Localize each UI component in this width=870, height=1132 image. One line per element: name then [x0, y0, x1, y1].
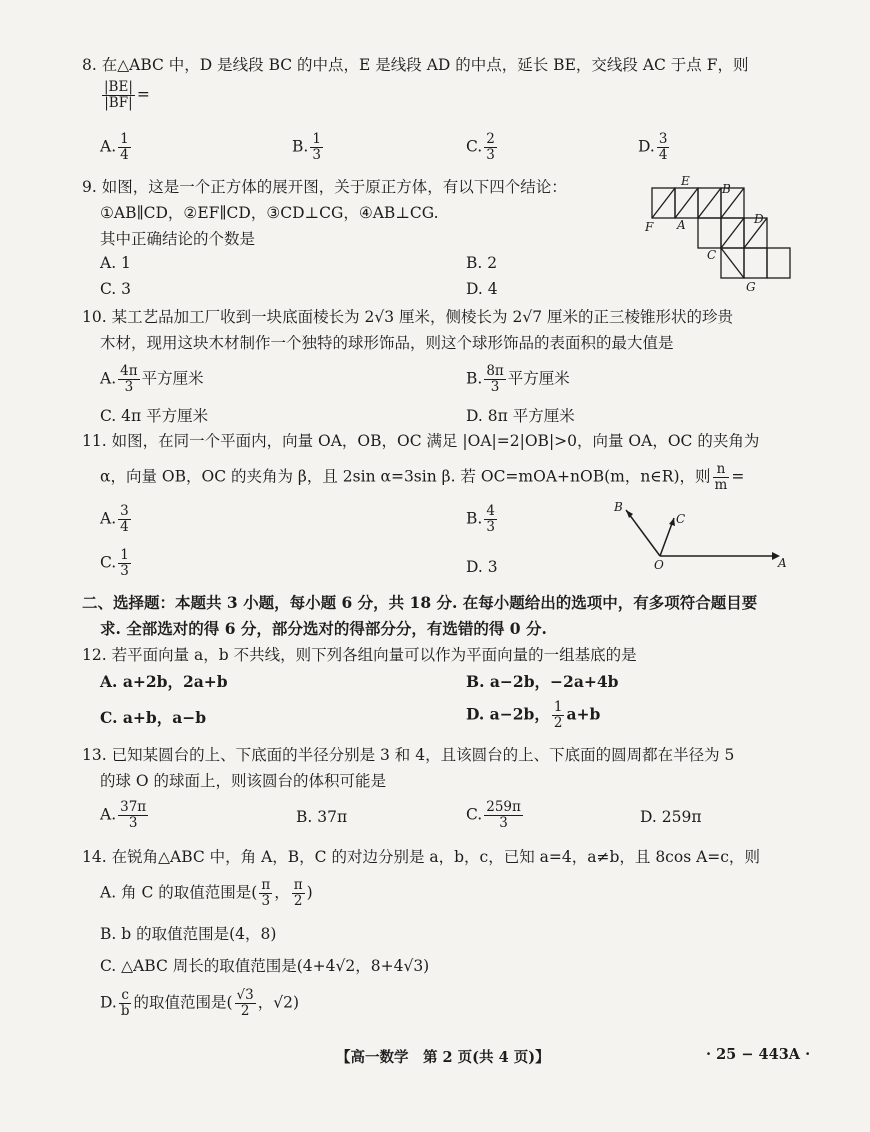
q11-option-a-label: A. [100, 509, 117, 528]
q13-option-a [100, 800, 150, 831]
q14-option-d-den1: 2 [240, 1003, 250, 1019]
q8-option-c-label: C. [466, 137, 483, 156]
q14-option-a: A. 角 C 的取值范围是( $\frac{\pi}{3}$ ， $\frac{\pi}{2}$ ) [100, 877, 313, 909]
q11-option-c-num: 1 [120, 547, 129, 563]
q14-option-a-den1: 3 [261, 893, 271, 909]
q11-option-b-num: 4 [486, 503, 495, 519]
vector-label-c: C [676, 512, 686, 526]
q13-option-d [640, 808, 702, 826]
cube-label-d: D [754, 212, 764, 226]
cube-label-e: E [681, 174, 690, 188]
q8-ratio-denominator: |BF| [104, 95, 133, 111]
q14-option-d-mid: 的取值范围是( [133, 993, 233, 1012]
q11-option-c-label: C. [100, 553, 117, 572]
q11-option-b-den: 3 [486, 519, 495, 535]
cube-label-b: B [722, 182, 731, 196]
q14-option-a-num2: π [293, 877, 303, 893]
q8-option-a-label: A. [100, 137, 117, 156]
q10-stem-line1: 10. 某工艺品加工厂收到一块底面棱长为 2√3 厘米，侧棱长为 2√7 厘米的正三棱锥形状的珍贵 [82, 308, 733, 326]
q8-option-d-den: 4 [658, 147, 668, 163]
q8-option-b-label: B. [292, 137, 309, 156]
q10-option-d [466, 404, 575, 426]
q14-option-a-prefix: A. 角 C 的取值范围是( [100, 883, 258, 902]
q13-option-b-label: B. [296, 808, 313, 826]
q10-option-c-text: 4π 平方厘米 [121, 407, 209, 425]
q11-option-b-label: B. [466, 509, 483, 528]
footer-exam-code: · 25 − 443A · [706, 1046, 811, 1063]
q8-ratio-numerator: |BE| [104, 79, 133, 95]
q8-option-c-num: 2 [486, 131, 495, 147]
q13-option-c-num: 259π [486, 799, 521, 815]
q14-option-d [100, 988, 299, 1019]
q11-option-b [466, 504, 499, 535]
q12-stem: 12. 若平面向量 a，b 不共线，则下列各组向量可以作为平面向量的一组基底的是 [82, 646, 637, 664]
q11-ratio-denominator: m [714, 477, 728, 493]
q13-option-c-label: C. [466, 805, 483, 824]
q13-stem-line1: 13. 已知某圆台的上、下底面的半径分别是 3 和 4，且该圆台的上、下底面的圆周都在半径为 5 [82, 746, 735, 764]
q8-option-c [466, 132, 499, 163]
section2-heading-line2: 求. 全部选对的得 6 分，部分选对的得部分分，有选错的得 0 分. [100, 619, 547, 638]
q8-option-c-den: 3 [486, 147, 495, 163]
q9-stem-line2: ①AB∥CD，②EF∥CD，③CD⊥CG，④AB⊥CG. [100, 204, 439, 222]
q11-option-d [466, 558, 498, 576]
q10-stem-line2: 木材，现用这块木材制作一个独特的球形饰品，则这个球形饰品的表面积的最大值是 [100, 334, 674, 352]
q10-option-b-unit: 平方厘米 [507, 369, 570, 388]
q11-option-d-text: 3 [487, 558, 498, 576]
q12-option-d-suffix: a+b [566, 704, 601, 724]
q11-stem-line2-text: α，向量 OB，OC 的夹角为 β，且 2sin α=3sin β. 若 OC=mOA+nOB(m，n∈R)，则 [100, 467, 711, 486]
q10-option-b-label: B. [466, 369, 483, 388]
q13-option-a-den: 3 [128, 815, 138, 831]
q11-option-d-label: D. [466, 558, 483, 576]
q10-option-d-label: D. [466, 407, 483, 425]
q14-option-a-den2: 2 [293, 893, 303, 909]
q10-option-c [100, 404, 208, 426]
vector-figure [608, 496, 798, 572]
q10-option-a [100, 364, 204, 395]
q13-option-a-label: A. [100, 805, 117, 824]
footer-page-title: 【高一数学 第 2 页(共 4 页)】 [336, 1049, 550, 1066]
cube-label-f: F [645, 220, 654, 234]
q13-option-d-label: D. [640, 808, 657, 826]
q14-option-d-prefix: D. [100, 993, 117, 1012]
q13-option-b [296, 808, 347, 826]
q10-option-a-num: 4π [120, 363, 138, 379]
q9-option-c: C. 3 [100, 280, 132, 298]
q8-ratio-fraction [102, 80, 135, 111]
q12-option-a: A. a+2b，2a+b [100, 672, 228, 691]
q8-option-b-num: 1 [312, 131, 321, 147]
q14-stem: 14. 在锐角△ABC 中，角 A，B，C 的对边分别是 a，b，c，已知 a=4，a≠b，且 8cos A=c，则 [82, 848, 760, 866]
vector-label-b: B [614, 500, 623, 514]
q8-option-a [100, 132, 133, 163]
q13-option-c-den: 3 [499, 815, 508, 831]
q9-option-a: A. 1 [100, 254, 131, 272]
q11-ratio-numerator: n [713, 462, 730, 478]
q8-option-a-num: 1 [120, 131, 129, 147]
q8-option-b [292, 132, 325, 163]
q10-option-a-den: 3 [124, 379, 134, 395]
q9-option-d: D. 4 [466, 280, 498, 298]
q9-stem-line3: 其中正确结论的个数是 [100, 230, 256, 248]
q11-option-a-num: 3 [120, 503, 129, 519]
q11-equals: = [731, 467, 745, 486]
q14-option-c: C. △ABC 周长的取值范围是(4+4√2，8+4√3) [100, 957, 430, 975]
q14-option-d-num1: √3 [236, 987, 254, 1003]
q12-option-b: B. a−2b，−2a+4b [466, 672, 619, 691]
q13-option-d-text: 259π [661, 808, 702, 826]
q8-option-b-den: 3 [312, 147, 321, 163]
q13-stem-line2: 的球 O 的球面上，则该圆台的体积可能是 [100, 772, 387, 790]
q13-option-a-num: 37π [120, 799, 147, 815]
q8-option-d-num: 3 [658, 131, 668, 147]
q8-stem-line2 [100, 80, 150, 111]
q9-stem-line1: 9. 如图，这是一个正方体的展开图，关于原正方体，有以下四个结论： [82, 178, 567, 196]
q10-option-a-unit: 平方厘米 [141, 369, 204, 388]
q8-equals: = [136, 85, 150, 104]
q14-option-b: B. b 的取值范围是(4，8) [100, 925, 277, 943]
q11-stem-line1: 11. 如图，在同一个平面内，向量 OA，OB，OC 满足 |OA|=2|OB|>0，向量 OA，OC 的夹角为 [82, 432, 760, 450]
q12-option-d [466, 700, 600, 731]
q12-option-d-den: 2 [553, 715, 563, 731]
q13-option-b-text: 37π [317, 808, 348, 826]
q9-option-b: B. 2 [466, 254, 498, 272]
q10-option-b-den: 3 [490, 379, 500, 395]
vector-label-o: O [654, 558, 664, 572]
q14-option-d-num: c [119, 988, 132, 1004]
q11-option-c-den: 3 [120, 563, 129, 579]
q14-option-d-tail: ，√2) [257, 993, 300, 1012]
q10-option-b [466, 364, 570, 395]
q14-option-d-den: b [120, 1003, 130, 1019]
q12-option-d-prefix: D. a−2b， [466, 704, 550, 724]
cube-label-c: C [707, 248, 717, 262]
q14-option-a-num1: π [261, 877, 271, 893]
q11-stem-line2 [100, 462, 744, 493]
q11-option-a [100, 504, 133, 535]
q8-option-a-den: 4 [120, 147, 129, 163]
vector-label-a: A [778, 556, 787, 570]
cube-label-a: A [677, 218, 686, 232]
q12-option-c: C. a+b，a−b [100, 708, 207, 727]
q8-stem-line1: 8. 在△ABC 中，D 是线段 BC 的中点，E 是线段 AD 的中点，延长 BE，交线段 AC 于点 F，则 [82, 56, 749, 74]
q10-option-c-label: C. [100, 407, 117, 425]
q11-option-a-den: 4 [120, 519, 129, 535]
q8-option-d-label: D. [638, 137, 655, 156]
q11-ratio-fraction [713, 462, 730, 493]
cube-net-figure [640, 172, 800, 294]
q11-option-c [100, 548, 133, 579]
q10-option-d-text: 8π 平方厘米 [487, 407, 575, 425]
section2-heading-line1: 二、选择题：本题共 3 小题，每小题 6 分，共 18 分. 在每小题给出的选项中，有多项符合题目要 [82, 593, 758, 612]
q13-option-c [466, 800, 525, 831]
q12-option-d-num: 1 [553, 699, 563, 715]
cube-label-g: G [746, 280, 756, 294]
q8-option-d [638, 132, 671, 163]
q10-option-a-label: A. [100, 369, 117, 388]
q10-option-b-num: 8π [486, 363, 504, 379]
